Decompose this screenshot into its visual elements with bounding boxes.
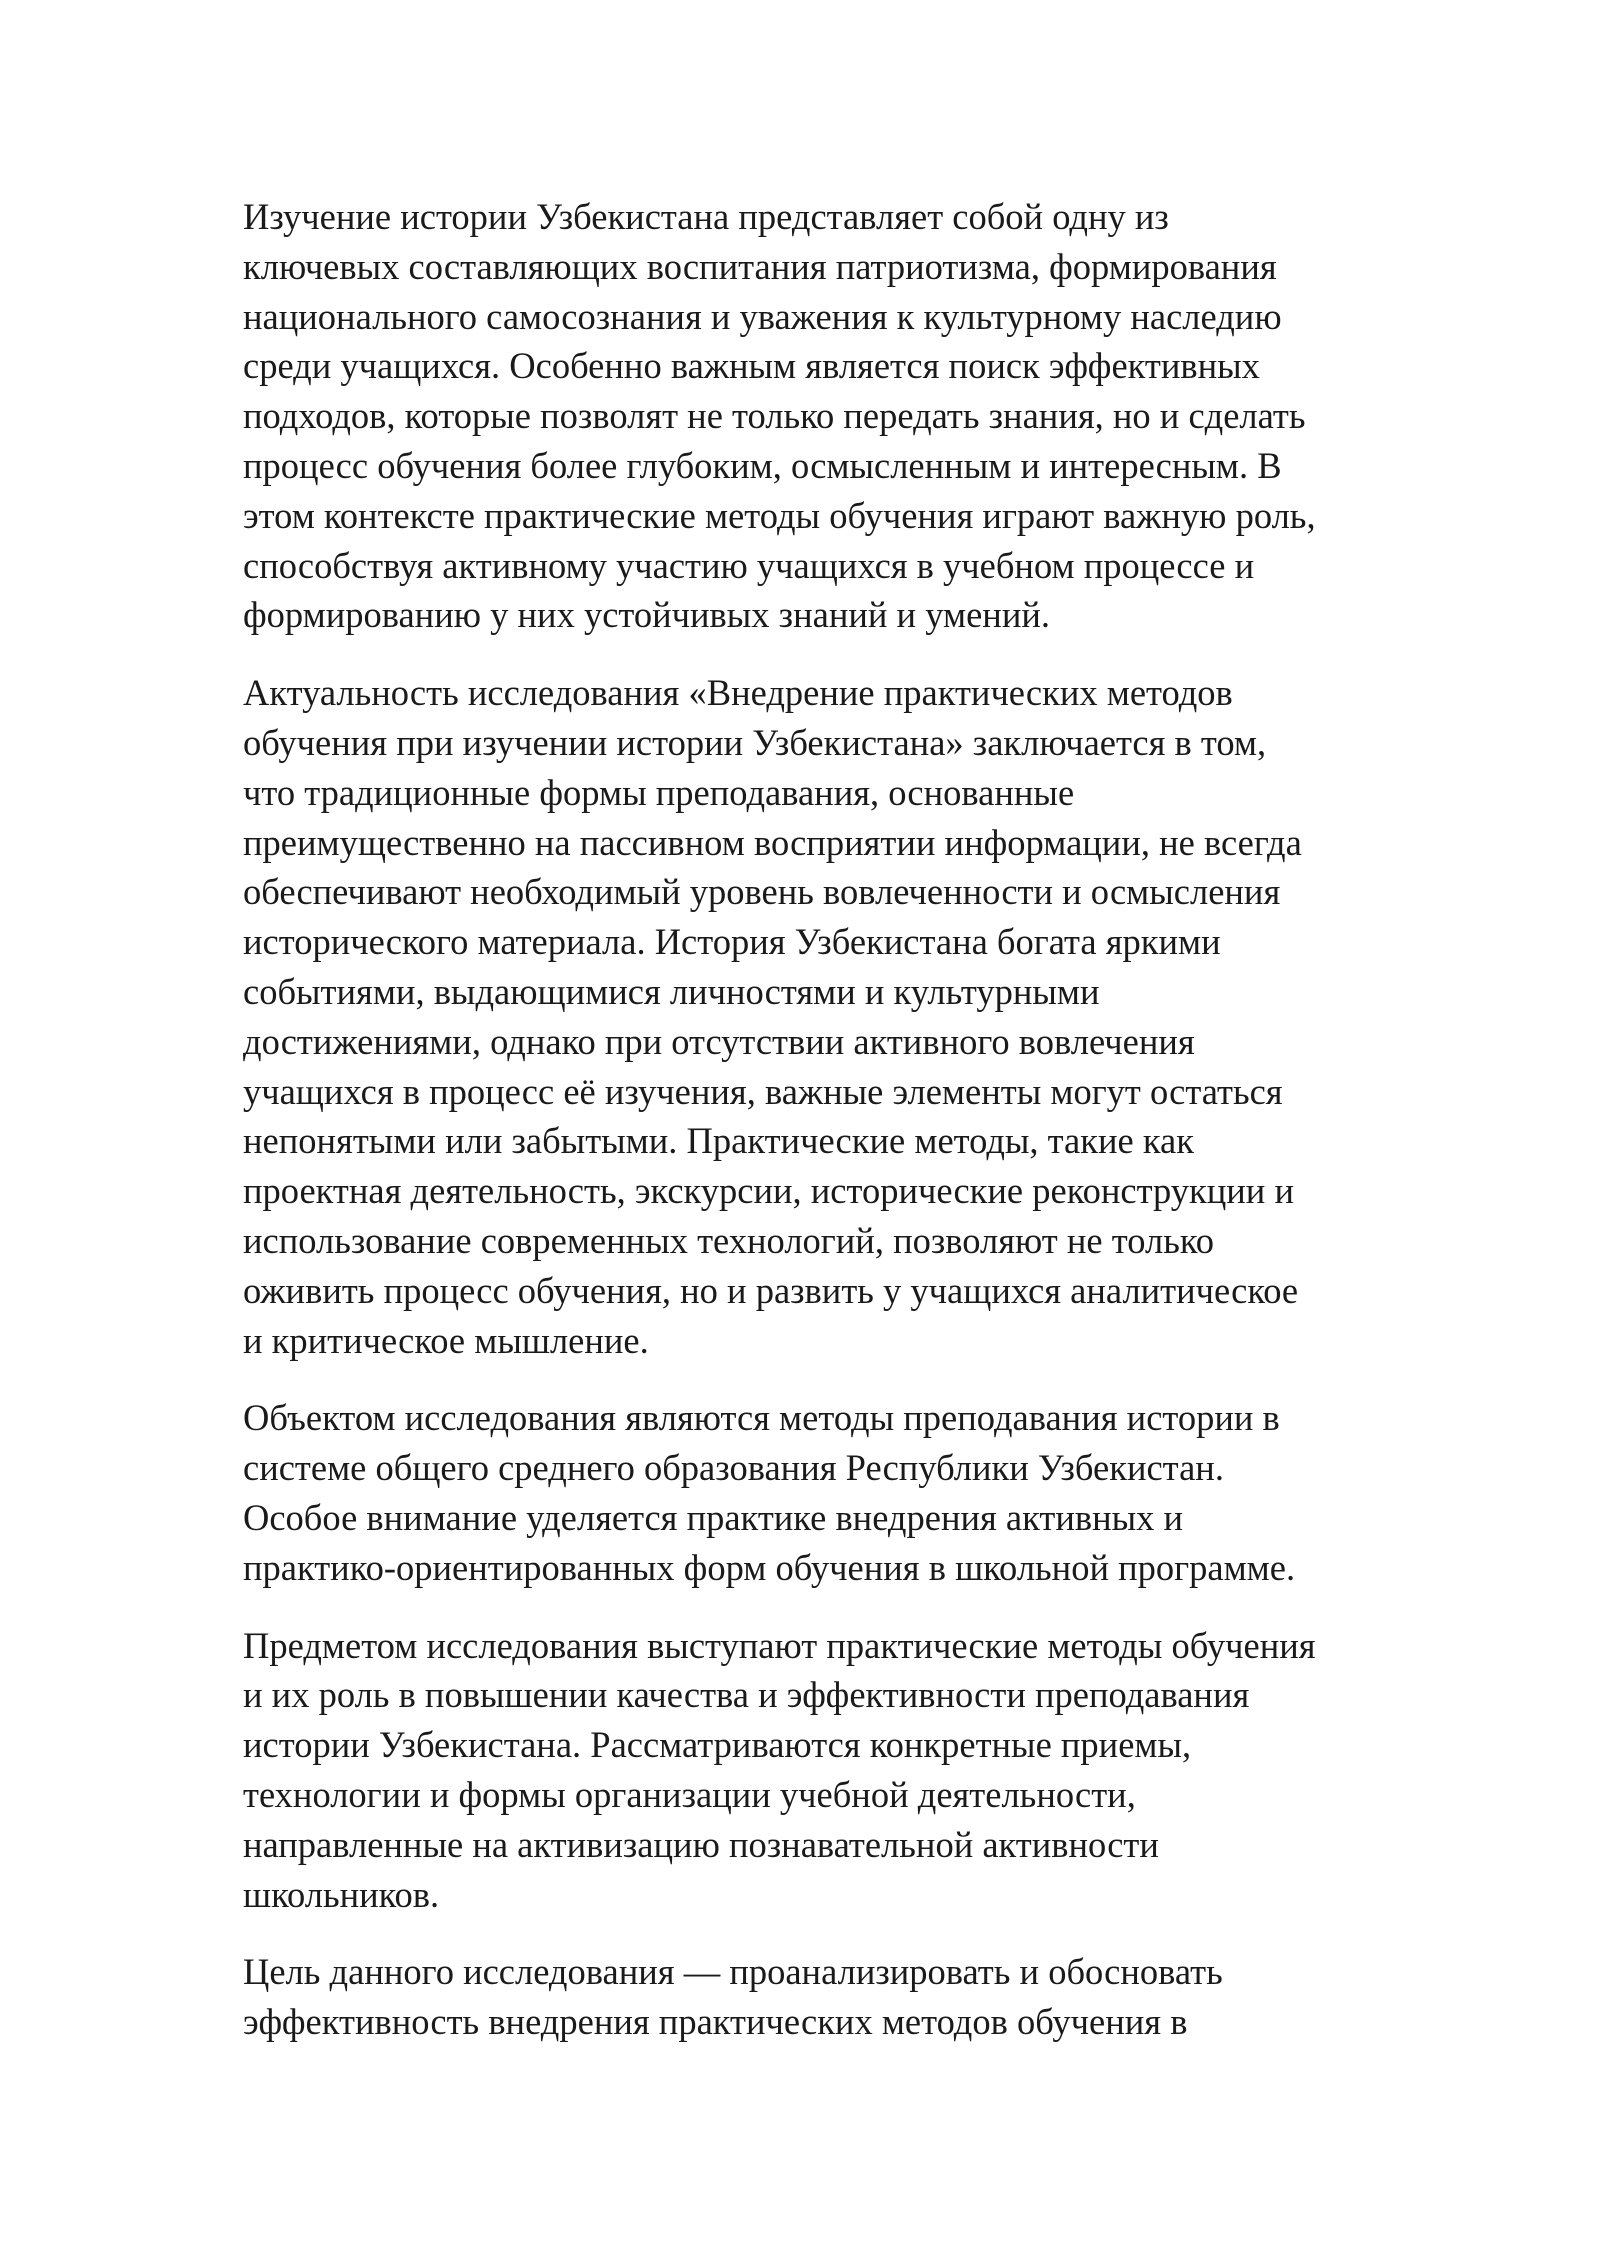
paragraph-subject <box>243 1621 1383 1920</box>
text-line: национального самосознания и уважения к культурному наследию <box>243 295 1282 337</box>
text-line: Объектом исследования являются методы преподавания истории в <box>243 1397 1280 1439</box>
text-line: преимущественно на пассивном восприятии информации, не всегда <box>243 821 1302 863</box>
text-line: эффективность внедрения практических методов обучения в <box>243 2001 1188 2043</box>
text-line: учащихся в процесс её изучения, важные элементы могут остаться <box>243 1070 1283 1112</box>
text-line: событиями, выдающимися личностями и культурными <box>243 970 1100 1012</box>
text-line: непонятыми или забытыми. Практические методы, такие как <box>243 1120 1194 1162</box>
text-line: оживить процесс обучения, но и развить у учащихся аналитическое <box>243 1269 1299 1311</box>
text-line: исторического материала. История Узбекистана богата яркими <box>243 921 1221 963</box>
text-line: способствуя активному участию учащихся в учебном процессе и <box>243 544 1255 586</box>
text-line: и критическое мышление. <box>243 1319 649 1361</box>
text-line: среди учащихся. Особенно важным является поиск эффективных <box>243 345 1260 387</box>
text-line: Предметом исследования выступают практические методы обучения <box>243 1624 1316 1666</box>
text-line: что традиционные формы преподавания, основанные <box>243 771 1075 813</box>
text-line: направленные на активизацию познавательной активности <box>243 1823 1159 1865</box>
paragraph-introduction <box>243 192 1383 640</box>
text-line: процесс обучения более глубоким, осмысленным и интересным. В <box>243 444 1282 486</box>
text-line: и их роль в повышении качества и эффективности преподавания <box>243 1674 1250 1716</box>
text-line: системе общего среднего образования Республики Узбекистан. <box>243 1447 1224 1489</box>
paragraph-goal <box>243 1947 1383 2047</box>
text-line: ключевых составляющих воспитания патриотизма, формирования <box>243 245 1277 287</box>
text-line: этом контексте практические методы обучения играют важную роль, <box>243 494 1316 536</box>
text-line: практико-ориентированных форм обучения в школьной программе. <box>243 1546 1296 1588</box>
text-line: достижениями, однако при отсутствии активного вовлечения <box>243 1020 1195 1062</box>
text-line: формированию у них устойчивых знаний и умений. <box>243 594 1051 636</box>
text-line: Актуальность исследования «Внедрение практических методов <box>243 672 1233 714</box>
text-line: Цель данного исследования — проанализировать и обосновать <box>243 1951 1223 1993</box>
text-line: использование современных технологий, позволяют не только <box>243 1219 1214 1261</box>
text-line: Изучение истории Узбекистана представляет собой одну из <box>243 196 1169 237</box>
text-line: обучения при изучении истории Узбекистана» заключается в том, <box>243 721 1267 763</box>
text-line: обеспечивают необходимый уровень вовлеченности и осмысления <box>243 871 1281 913</box>
text-line: школьников. <box>243 1873 440 1915</box>
document-body <box>243 192 1383 2075</box>
text-line: истории Узбекистана. Рассматриваются конкретные приемы, <box>243 1724 1192 1766</box>
text-line: подходов, которые позволят не только передать знания, но и сделать <box>243 395 1306 437</box>
text-line: проектная деятельность, экскурсии, исторические реконструкции и <box>243 1170 1294 1212</box>
paragraph-object <box>243 1393 1383 1592</box>
paragraph-relevance <box>243 668 1383 1365</box>
text-line: Особое внимание уделяется практике внедрения активных и <box>243 1496 1184 1538</box>
text-line: технологии и формы организации учебной деятельности, <box>243 1773 1136 1815</box>
